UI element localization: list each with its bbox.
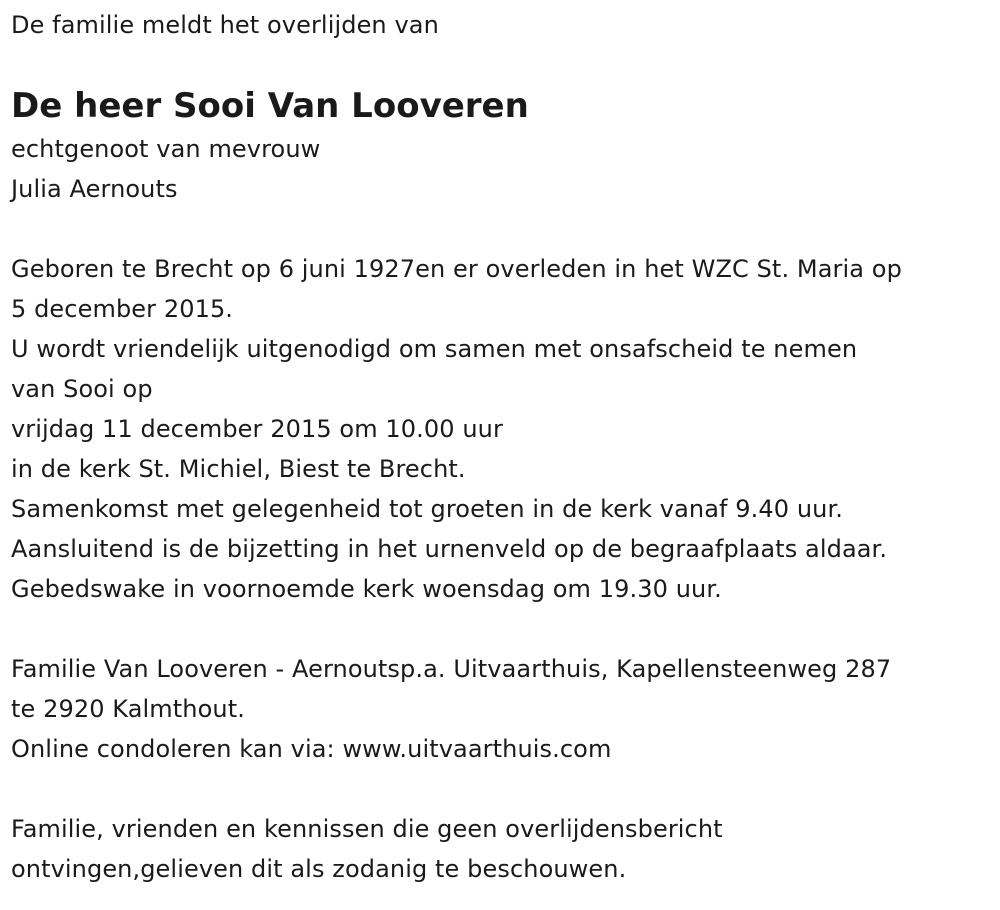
gathering-line: Samenkomst met gelegenheid tot groeten in de kerk vanaf 9.40 uur. <box>11 495 843 523</box>
vigil-line: Gebedswake in voornoemde kerk woensdag om 19.30 uur. <box>11 575 722 603</box>
spacer <box>11 769 991 809</box>
closing-line: Familie, vrienden en kennissen die geen overlijdensbericht <box>11 815 723 843</box>
closing-continued-line: ontvingen,gelieven dit als zodanig te beschouwen. <box>11 855 627 883</box>
spouse-section <box>11 129 991 209</box>
death-notice <box>11 0 991 889</box>
death-date-line: 5 december 2015. <box>11 295 234 323</box>
birth-death-line: Geboren te Brecht op 6 juni 1927en er overleden in het WZC St. Maria op <box>11 255 902 283</box>
spacer <box>11 609 991 649</box>
online-condolence-line: Online condoleren kan via: www.uitvaarthuis.com <box>11 735 612 763</box>
details-section <box>11 249 991 609</box>
invitation-continued-line: van Sooi op <box>11 375 153 403</box>
deceased-name: De heer Sooi Van Looveren <box>11 86 529 126</box>
invitation-line: U wordt vriendelijk uitgenodigd om samen met onsafscheid te nemen <box>11 335 858 363</box>
intro-text: De familie meldt het overlijden van <box>11 11 439 39</box>
family-address-continued-line: te 2920 Kalmthout. <box>11 695 245 723</box>
spacer <box>11 209 991 249</box>
spouse-line: echtgenoot van mevrouw <box>11 135 321 163</box>
family-address-line: Familie Van Looveren - Aernoutsp.a. Uitvaarthuis, Kapellensteenweg 287 <box>11 655 892 683</box>
interment-line: Aansluitend is de bijzetting in het urnenveld op de begraafplaats aldaar. <box>11 535 888 563</box>
service-location-line: in de kerk St. Michiel, Biest te Brecht. <box>11 455 466 483</box>
closing-section <box>11 809 991 889</box>
service-date-line: vrijdag 11 december 2015 om 10.00 uur <box>11 415 503 443</box>
family-section <box>11 649 991 769</box>
spouse-name: Julia Aernouts <box>11 175 178 203</box>
